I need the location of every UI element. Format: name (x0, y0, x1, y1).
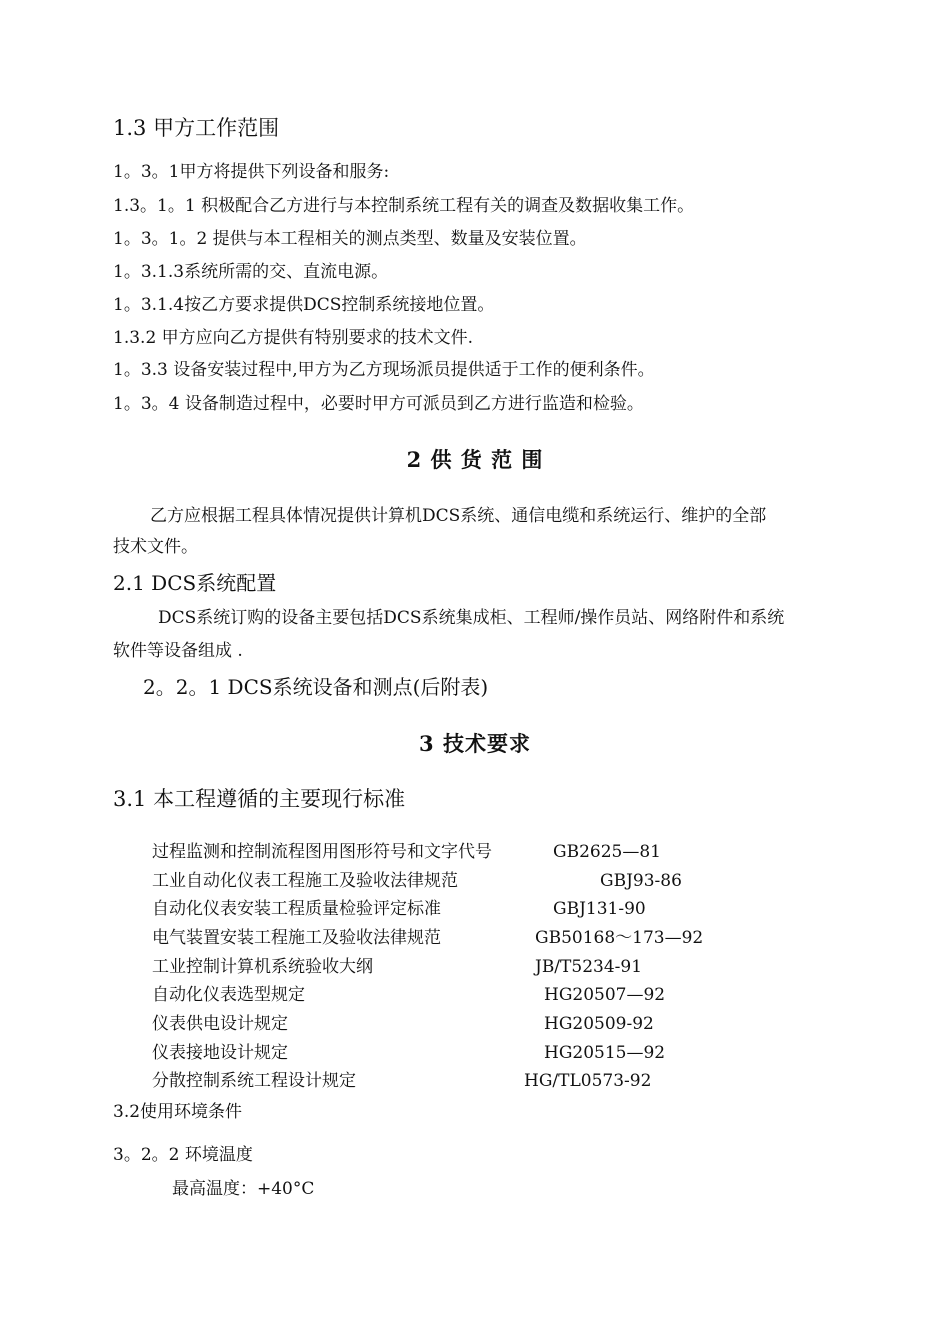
clause-1-3-2: 1.3.2 甲方应向乙方提供有特别要求的技术文件. (113, 328, 474, 348)
standard-name: 仪表供电设计规定 (152, 1014, 288, 1034)
standard-code: HG/TL0573-92 (524, 1071, 652, 1091)
standard-name: 自动化仪表选型规定 (152, 985, 305, 1005)
clause-1-3-4: 1。3。4 设备制造过程中，必要时甲方可派员到乙方进行监造和检验。 (113, 394, 644, 414)
standard-code: GBJ131-90 (553, 899, 646, 919)
section-2-1-line2: 软件等设备组成 . (113, 641, 243, 661)
standard-code: GB2625—81 (553, 842, 661, 862)
standard-name: 过程监测和控制流程图用图形符号和文字代号 (152, 842, 492, 862)
standard-name: 仪表接地设计规定 (152, 1043, 288, 1063)
standard-name: 分散控制系统工程设计规定 (152, 1071, 356, 1091)
standard-code: JB/T5234-91 (535, 957, 643, 977)
chapter-2-intro-line1: 乙方应根据工程具体情况提供计算机DCS系统、通信电缆和系统运行、维护的全部 (150, 506, 767, 526)
standard-name: 电气装置安装工程施工及验收法律规范 (152, 928, 441, 948)
standard-name: 工业自动化仪表工程施工及验收法律规范 (152, 871, 458, 891)
clause-1-3-1-3: 1。3.1.3系统所需的交、直流电源。 (113, 262, 389, 282)
section-2-1-line1: DCS系统订购的设备主要包括DCS系统集成柜、工程师/操作员站、网络附件和系统 (158, 608, 785, 628)
standard-code: HG20509-92 (544, 1014, 654, 1034)
clause-2-2-1: 2。2。1 DCS系统设备和测点(后附表) (143, 675, 489, 699)
section-heading-3-2: 3.2使用环境条件 (113, 1102, 243, 1122)
clause-1-3-3: 1。3.3 设备安装过程中,甲方为乙方现场派员提供适于工作的便利条件。 (113, 360, 655, 380)
standard-code: GB50168～173—92 (535, 928, 704, 948)
standard-name: 工业控制计算机系统验收大纲 (152, 957, 373, 977)
section-heading-3-1: 3.1 本工程遵循的主要现行标准 (113, 787, 406, 811)
chapter-3-title: 3 技术要求 (419, 731, 531, 756)
clause-3-2-2: 3。2。2 环境温度 (113, 1145, 253, 1165)
section-heading-1-3: 1.3 甲方工作范围 (113, 116, 280, 140)
standard-code: GBJ93-86 (600, 871, 682, 891)
standard-code: HG20507—92 (544, 985, 666, 1005)
chapter-2-title: 2 供 货 范 围 (406, 447, 544, 472)
clause-1-3-1-2: 1。3。1。2 提供与本工程相关的测点类型、数量及安装位置。 (113, 229, 587, 249)
standard-name: 自动化仪表安装工程质量检验评定标准 (152, 899, 441, 919)
clause-1-3-1: 1。3。1甲方将提供下列设备和服务: (113, 162, 390, 182)
clause-1-3-1-4: 1。3.1.4按乙方要求提供DCS控制系统接地位置。 (113, 295, 495, 315)
chapter-2-intro-line2: 技术文件。 (113, 537, 198, 557)
section-heading-2-1: 2.1 DCS系统配置 (113, 571, 277, 595)
max-temperature: 最高温度：+40°C (172, 1179, 315, 1199)
standard-code: HG20515—92 (544, 1043, 666, 1063)
clause-1-3-1-1: 1.3。1。1 积极配合乙方进行与本控制系统工程有关的调查及数据收集工作。 (113, 196, 695, 216)
